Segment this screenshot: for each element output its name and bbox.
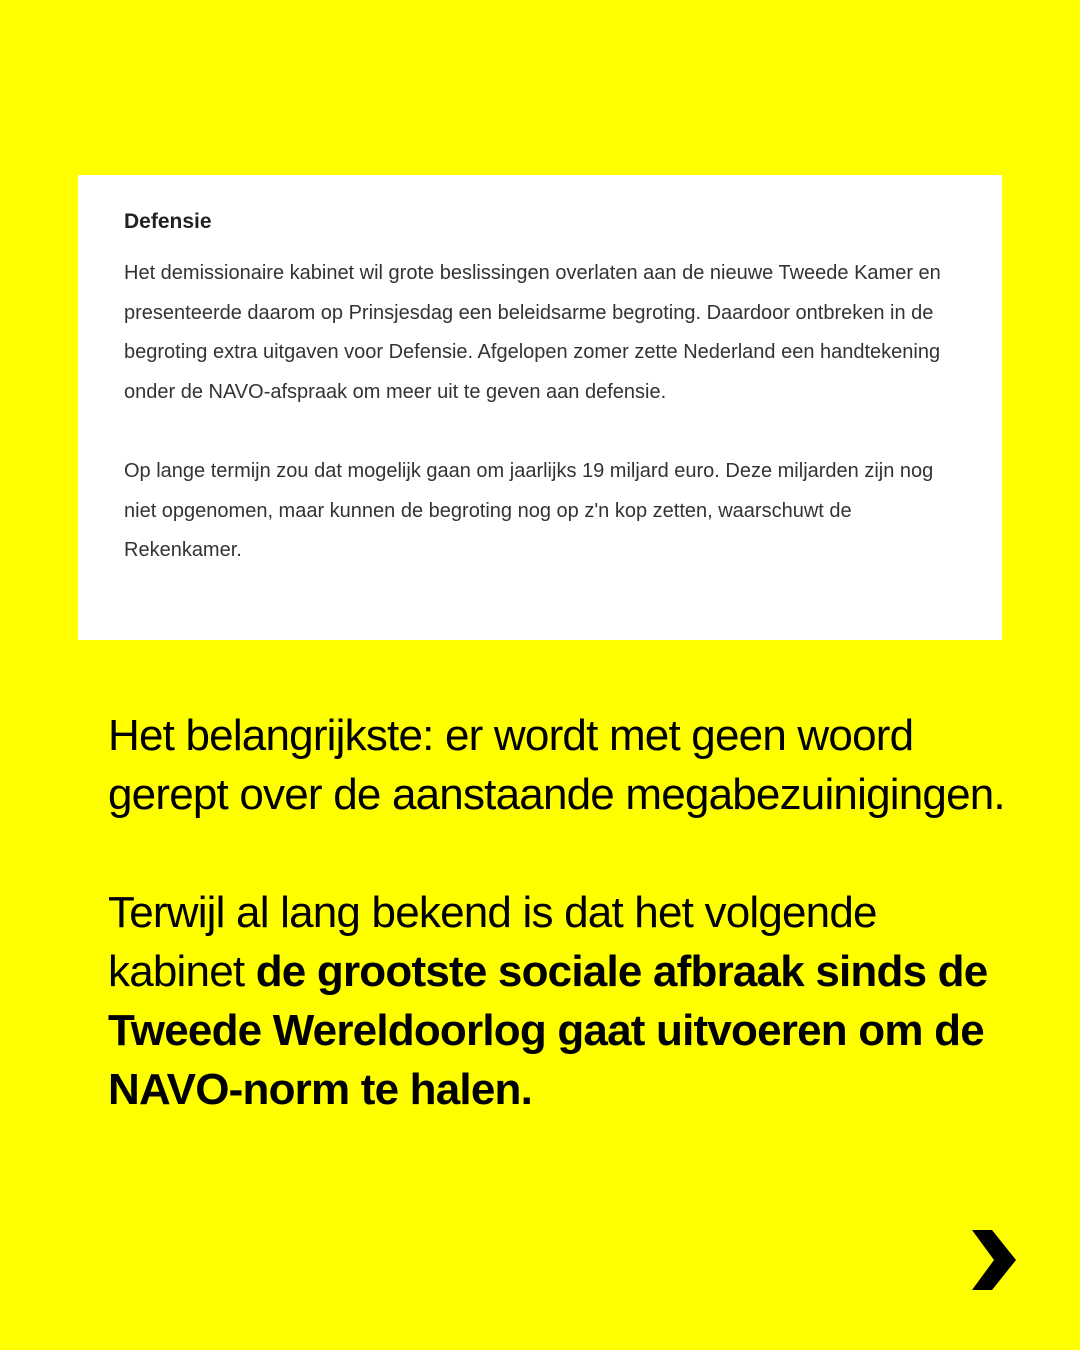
main-paragraph-2-intro: Terwijl al lang bekend is dat het volgende kabinet bbox=[108, 888, 877, 996]
main-paragraph-1: Het belangrijkste: er wordt met geen woord gerept over de aanstaande megabezuinigingen. bbox=[108, 711, 1005, 819]
quote-paragraph-1: Het demissionaire kabinet wil grote beslissingen overlaten aan de nieuwe Tweede Kamer en presenteerde daarom op Prinsjesdag een beleidsarme begroting. Daardoor ontbreken in de begroting extra uitgaven voor Defensie. Afgelopen zomer zette Nederland een handtekening onder de NAVO-afspraak om meer uit te geven aan defensie. bbox=[124, 262, 941, 403]
chevron-right-icon bbox=[968, 1226, 1020, 1294]
next-slide-button[interactable] bbox=[968, 1226, 1020, 1294]
main-paragraph-2 bbox=[108, 883, 1008, 1119]
main-text bbox=[108, 706, 1008, 1119]
quote-paragraph-2: Op lange termijn zou dat mogelijk gaan om jaarlijks 19 miljard euro. Deze miljarden zijn nog niet opgenomen, maar kunnen de begroting nog op z'n kop zetten, waarschuwt de Rekenkamer. bbox=[124, 460, 934, 561]
quote-card bbox=[78, 175, 1002, 640]
quote-title: Defensie bbox=[124, 210, 212, 233]
main-paragraph-2-bold: de grootste sociale afbraak sinds de Tweede Wereldoorlog gaat uitvoeren om de NAVO-norm te halen. bbox=[108, 947, 988, 1114]
